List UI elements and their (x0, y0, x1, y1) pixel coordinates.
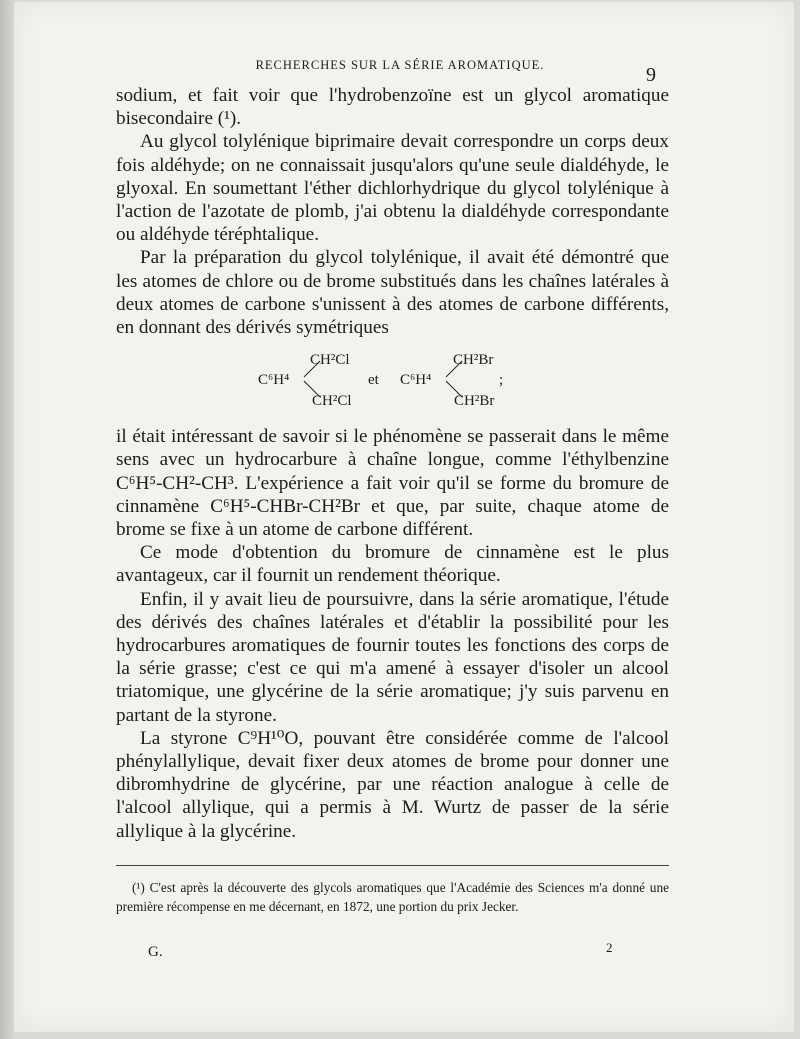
paragraph-tolylenic-glycol: Par la préparation du glycol tolylénique, il avait été démontré que les atomes de chlore ou de brome substitués dans les chaînes latérales à deux atomes de carbone s'unissent à des atomes de carbone différents, en donnant des dérivés symétriques (116, 247, 669, 339)
formula-right-top: CH²Br (453, 352, 494, 369)
paragraph-cinnamene: Ce mode d'obtention du bromure de cinnamène est le plus avantageux, car il fournit un rendement théorique. (116, 542, 669, 587)
footnote-rule (116, 865, 669, 866)
sheet-number: 2 (606, 940, 613, 955)
paragraph-ethylbenzine: il était intéressant de savoir si le phénomène se passerait dans le même sens avec un hydrocarbure à chaîne longue, comme l'éthylbenzine C⁶H⁵-CH²-CH³. L'expérience a fait voir qu'il se forme du bromure de cinnamène C⁶H⁵-CHBr-CH²Br et que, par suite, chaque atome de brome se fixe à un atome de carbone différent. (116, 426, 669, 541)
body-text (116, 84, 669, 843)
formula-semicolon: ; (499, 372, 504, 389)
footnote-text: (¹) C'est après la découverte des glycols aromatiques que l'Académie des Sciences m'a donné une première récompense en me décernant, en 1872, une portion du prix Jecker. (116, 880, 669, 914)
running-title: RECHERCHES SUR LA SÉRIE AROMATIQUE. (255, 58, 545, 72)
paragraph-dialdehyde: Au glycol tolylénique biprimaire devait correspondre un corps deux fois aldéhyde; on ne connaissait jusqu'alors qu'une seule dialdéhyde, le glyoxal. En soumettant l'éther dichlorhydrique du glycol tolylénique à l'action de l'azotate de plomb, j'ai obtenu la dialdéhyde correspondante ou aldéhyde téréphtalique. (116, 131, 669, 246)
formula-right-bottom: CH²Br (454, 393, 495, 410)
formula-left-bottom: CH²Cl (312, 393, 352, 410)
formula-left-top: CH²Cl (310, 352, 350, 369)
formula-left-base: C⁶H⁴ (258, 372, 290, 389)
formula-conjunction: et (368, 372, 379, 389)
paragraph-styrone: Enfin, il y avait lieu de poursuivre, dans la série aromatique, l'étude des dérivés des chaînes latérales et d'établir la possibilité pour les hydrocarbures aromatiques de fournir toutes les fonctions des corps de la série grasse; c'est ce qui m'a amené à essayer d'isoler un alcool triatomique, une glycérine de la série aromatique; j'y suis parvenu en partant de la styrone. (116, 588, 669, 726)
paragraph-glycerine: La styrone C⁹H¹⁰O, pouvant être considérée comme de l'alcool phénylallylique, devait fixer deux atomes de brome pour donner une dibromhydrine de glycérine, par une réaction analogue à celle de l'alcool allylique, qui a permis à M. Wurtz de passer de la série allylique à la glycérine. (116, 727, 669, 842)
paragraph-continuation: sodium, et fait voir que l'hydrobenzoïne est un glycol aromatique bisecondaire (¹). (116, 85, 669, 130)
formula-bonds (116, 341, 669, 421)
footnote (116, 878, 669, 916)
signature-mark: G. (148, 944, 163, 960)
page-number: 9 (646, 64, 656, 86)
formula-right-base: C⁶H⁴ (400, 372, 432, 389)
page-edge-shadow (0, 0, 14, 1039)
chemical-formula (116, 341, 669, 421)
